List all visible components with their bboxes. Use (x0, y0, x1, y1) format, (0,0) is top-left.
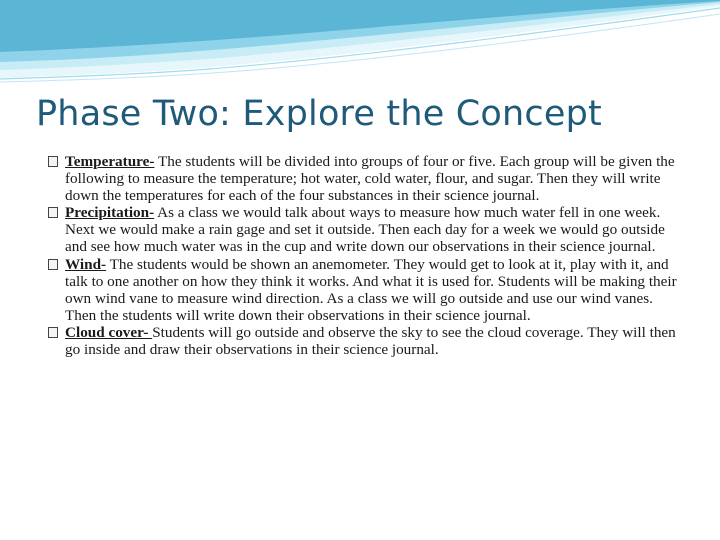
bullet-box-icon (48, 156, 58, 167)
bullet-wind (48, 256, 680, 324)
bullet-box-icon (48, 259, 58, 270)
bullet-list (48, 153, 680, 358)
bullet-term: Temperature- (65, 153, 155, 170)
bullet-temperature (48, 153, 680, 204)
bullet-precipitation (48, 204, 680, 255)
bullet-term: Precipitation- (65, 204, 155, 222)
bullet-text: The students would be shown an anemometer. They would get to look at it, play with it, and talk to one another on how they think it works. And what it is used for. Students will be making their own wind vane to measure wind direction. As a class we will go outside and use our wind vanes. Then the students will write down their observations in their science journal. (65, 255, 677, 324)
bullet-term: Cloud cover- (65, 323, 153, 341)
header-wave-decoration (0, 0, 720, 90)
bullet-cloud-cover (48, 324, 680, 358)
bullet-term: Wind- (65, 255, 107, 273)
bullet-text: The students will be divided into groups of four or five. Each group will be given the following to measure the temperature; hot water, cold water, flour, and sugar. Then they will write down the temperatures for each of the four substances in their science journal. (65, 153, 675, 205)
bullet-text: Students will go outside and observe the sky to see the cloud coverage. They will then go inside and draw their observations in their science journal. (65, 323, 676, 359)
bullet-box-icon (48, 207, 58, 218)
slide-title: Phase Two: Explore the Concept (36, 94, 602, 134)
bullet-text: As a class we would talk about ways to measure how much water fell in one week. Next we would make a rain gage and set it outside. Then each day for a week we would go outside and see how much water was in the cup and write down our observations in their science journal. (65, 204, 665, 256)
bullet-box-icon (48, 327, 58, 338)
